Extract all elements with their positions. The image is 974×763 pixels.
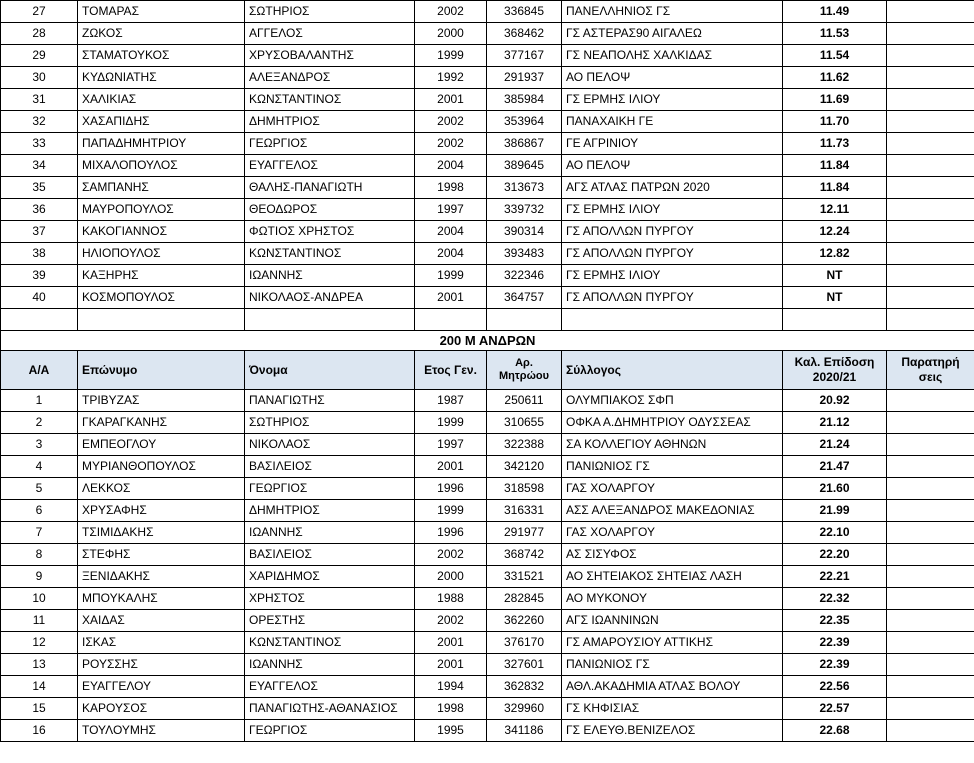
table-row xyxy=(1,177,974,199)
header-notes-line2: σεις xyxy=(918,370,943,384)
cell-year[interactable]: 2000 xyxy=(415,566,487,588)
cell-club[interactable]: ΓΣ ΕΡΜΗΣ ΙΛΙΟΥ xyxy=(562,199,783,221)
cell-aa[interactable]: 10 xyxy=(1,588,78,610)
cell-reg[interactable]: 368462 xyxy=(487,23,562,45)
cell-year[interactable]: 1996 xyxy=(415,522,487,544)
cell-aa[interactable]: 14 xyxy=(1,676,78,698)
cell-club[interactable]: ΣΑ ΚΟΛΛΕΓΙΟΥ ΑΘΗΝΩΝ xyxy=(562,434,783,456)
header-reg-line2: Μητρώου xyxy=(498,370,549,382)
cell-reg[interactable]: 313673 xyxy=(487,177,562,199)
cell-notes[interactable] xyxy=(887,500,974,522)
cell-year[interactable]: 2000 xyxy=(415,23,487,45)
cell-year[interactable]: 2004 xyxy=(415,243,487,265)
column-header-row xyxy=(1,351,974,390)
cell-best-time[interactable]: 11.49 xyxy=(783,1,887,23)
cell-surname[interactable]: ΤΟΥΛΟΥΜΗΣ xyxy=(78,720,245,742)
cell-name[interactable]: ΒΑΣΙΛΕΙΟΣ xyxy=(245,544,415,566)
table-row xyxy=(1,243,974,265)
cell-club[interactable]: ΑΓΣ ΑΤΛΑΣ ΠΑΤΡΩΝ 2020 xyxy=(562,177,783,199)
cell-aa[interactable]: 3 xyxy=(1,434,78,456)
cell-aa[interactable]: 4 xyxy=(1,456,78,478)
cell-surname[interactable]: ΣΤΑΜΑΤΟΥΚΟΣ xyxy=(78,45,245,67)
cell-aa[interactable]: 31 xyxy=(1,89,78,111)
empty-cell[interactable] xyxy=(562,309,783,331)
cell-name[interactable]: ΘΕΟΔΩΡΟΣ xyxy=(245,199,415,221)
cell-year[interactable]: 2002 xyxy=(415,133,487,155)
cell-club[interactable]: ΠΑΝΙΩΝΙΟΣ ΓΣ xyxy=(562,654,783,676)
cell-best-time[interactable]: 22.56 xyxy=(783,676,887,698)
top-results-body xyxy=(1,1,974,309)
cell-year[interactable]: 1997 xyxy=(415,199,487,221)
table-row xyxy=(1,632,974,654)
empty-cell[interactable] xyxy=(78,309,245,331)
table-row xyxy=(1,265,974,287)
cell-reg[interactable]: 318598 xyxy=(487,478,562,500)
cell-notes[interactable] xyxy=(887,588,974,610)
cell-aa[interactable]: 11 xyxy=(1,610,78,632)
table-row xyxy=(1,390,974,412)
cell-surname[interactable]: ΧΑΙΔΑΣ xyxy=(78,610,245,632)
cell-name[interactable]: ΓΕΩΡΓΙΟΣ xyxy=(245,478,415,500)
cell-notes[interactable] xyxy=(887,676,974,698)
cell-year[interactable]: 2004 xyxy=(415,221,487,243)
cell-best-time[interactable]: 21.47 xyxy=(783,456,887,478)
cell-club[interactable]: ΑΣΣ ΑΛΕΞΑΝΔΡΟΣ ΜΑΚΕΔΟΝΙΑΣ xyxy=(562,500,783,522)
table-row xyxy=(1,199,974,221)
header-aa[interactable]: Α/Α xyxy=(1,351,78,390)
cell-reg[interactable]: 385984 xyxy=(487,89,562,111)
cell-best-time[interactable]: 21.24 xyxy=(783,434,887,456)
table-row xyxy=(1,522,974,544)
cell-name[interactable]: ΣΩΤΗΡΙΟΣ xyxy=(245,412,415,434)
cell-reg[interactable]: 310655 xyxy=(487,412,562,434)
cell-best-time[interactable]: 11.54 xyxy=(783,45,887,67)
cell-notes[interactable] xyxy=(887,45,974,67)
cell-best-time[interactable]: 22.57 xyxy=(783,698,887,720)
table-row xyxy=(1,478,974,500)
cell-aa[interactable]: 30 xyxy=(1,67,78,89)
cell-surname[interactable]: ΓΚΑΡΑΓΚΑΝΗΣ xyxy=(78,412,245,434)
cell-notes[interactable] xyxy=(887,1,974,23)
cell-notes[interactable] xyxy=(887,456,974,478)
cell-notes[interactable] xyxy=(887,287,974,309)
cell-best-time[interactable]: 21.60 xyxy=(783,478,887,500)
cell-aa[interactable]: 1 xyxy=(1,390,78,412)
cell-year[interactable]: 1987 xyxy=(415,390,487,412)
cell-club[interactable]: ΓΣ ΝΕΑΠΟΛΗΣ ΧΑΛΚΙΔΑΣ xyxy=(562,45,783,67)
cell-best-time[interactable]: 21.12 xyxy=(783,412,887,434)
cell-notes[interactable] xyxy=(887,199,974,221)
cell-year[interactable]: 1988 xyxy=(415,588,487,610)
empty-cell[interactable] xyxy=(783,309,887,331)
cell-surname[interactable]: ΚΑΚΟΓΙΑΝΝΟΣ xyxy=(78,221,245,243)
cell-best-time[interactable]: 12.11 xyxy=(783,199,887,221)
section-title-row xyxy=(1,331,974,351)
cell-notes[interactable] xyxy=(887,478,974,500)
cell-reg[interactable]: 377167 xyxy=(487,45,562,67)
cell-surname[interactable]: ΚΟΣΜΟΠΟΥΛΟΣ xyxy=(78,287,245,309)
cell-aa[interactable]: 35 xyxy=(1,177,78,199)
table-row xyxy=(1,133,974,155)
cell-surname[interactable]: ΖΩΚΟΣ xyxy=(78,23,245,45)
cell-surname[interactable]: ΚΥΔΩΝΙΑΤΗΣ xyxy=(78,67,245,89)
cell-surname[interactable]: ΜΠΟΥΚΑΛΗΣ xyxy=(78,588,245,610)
table-row xyxy=(1,500,974,522)
cell-year[interactable]: 2002 xyxy=(415,1,487,23)
cell-name[interactable]: ΝΙΚΟΛΑΟΣ xyxy=(245,434,415,456)
empty-cell[interactable] xyxy=(1,309,78,331)
cell-surname[interactable]: ΜΙΧΑΛΟΠΟΥΛΟΣ xyxy=(78,155,245,177)
cell-reg[interactable]: 341186 xyxy=(487,720,562,742)
cell-surname[interactable]: ΞΕΝΙΔΑΚΗΣ xyxy=(78,566,245,588)
cell-reg[interactable]: 386867 xyxy=(487,133,562,155)
cell-best-time[interactable]: 22.10 xyxy=(783,522,887,544)
cell-aa[interactable]: 9 xyxy=(1,566,78,588)
table-row xyxy=(1,23,974,45)
header-notes[interactable] xyxy=(887,351,974,390)
cell-best-time[interactable]: NT xyxy=(783,287,887,309)
cell-reg[interactable]: 322346 xyxy=(487,265,562,287)
header-surname[interactable]: Επώνυμο xyxy=(78,351,245,390)
cell-name[interactable]: ΓΕΩΡΓΙΟΣ xyxy=(245,133,415,155)
cell-year[interactable]: 2001 xyxy=(415,654,487,676)
cell-aa[interactable]: 39 xyxy=(1,265,78,287)
cell-club[interactable]: ΓΕ ΑΓΡΙΝΙΟΥ xyxy=(562,133,783,155)
table-row xyxy=(1,434,974,456)
cell-notes[interactable] xyxy=(887,522,974,544)
table-row xyxy=(1,698,974,720)
table-row xyxy=(1,412,974,434)
cell-reg[interactable]: 389645 xyxy=(487,155,562,177)
cell-aa[interactable]: 13 xyxy=(1,654,78,676)
cell-notes[interactable] xyxy=(887,23,974,45)
cell-aa[interactable]: 12 xyxy=(1,632,78,654)
cell-club[interactable]: ΑΟ ΠΕΛΟΨ xyxy=(562,155,783,177)
cell-club[interactable]: ΑΘΛ.ΑΚΑΔΗΜΙΑ ΑΤΛΑΣ ΒΟΛΟΥ xyxy=(562,676,783,698)
cell-best-time[interactable]: 11.62 xyxy=(783,67,887,89)
cell-surname[interactable]: ΗΛΙΟΠΟΥΛΟΣ xyxy=(78,243,245,265)
cell-aa[interactable]: 8 xyxy=(1,544,78,566)
cell-aa[interactable]: 40 xyxy=(1,287,78,309)
cell-notes[interactable] xyxy=(887,654,974,676)
header-reg[interactable] xyxy=(487,351,562,390)
cell-aa[interactable]: 27 xyxy=(1,1,78,23)
cell-surname[interactable]: ΚΑΞΗΡΗΣ xyxy=(78,265,245,287)
cell-notes[interactable] xyxy=(887,390,974,412)
table-row xyxy=(1,456,974,478)
cell-name[interactable]: ΑΛΕΞΑΝΔΡΟΣ xyxy=(245,67,415,89)
cell-notes[interactable] xyxy=(887,67,974,89)
header-reg-line1: Αρ. xyxy=(515,357,533,369)
cell-notes[interactable] xyxy=(887,632,974,654)
cell-club[interactable]: ΓΑΣ ΧΟΛΑΡΓΟΥ xyxy=(562,522,783,544)
table-row xyxy=(1,566,974,588)
table-row xyxy=(1,111,974,133)
cell-best-time[interactable]: 11.70 xyxy=(783,111,887,133)
cell-year[interactable]: 2001 xyxy=(415,632,487,654)
cell-aa[interactable]: 5 xyxy=(1,478,78,500)
cell-notes[interactable] xyxy=(887,610,974,632)
cell-club[interactable]: ΓΣ ΕΛΕΥΘ.ΒΕΝΙΖΕΛΟΣ xyxy=(562,720,783,742)
cell-surname[interactable]: ΜΑΥΡΟΠΟΥΛΟΣ xyxy=(78,199,245,221)
cell-club[interactable]: ΑΣ ΣΙΣΥΦΟΣ xyxy=(562,544,783,566)
cell-notes[interactable] xyxy=(887,111,974,133)
table-row xyxy=(1,544,974,566)
cell-best-time[interactable]: 22.39 xyxy=(783,654,887,676)
cell-notes[interactable] xyxy=(887,133,974,155)
cell-aa[interactable]: 16 xyxy=(1,720,78,742)
cell-reg[interactable]: 291937 xyxy=(487,67,562,89)
cell-surname[interactable]: ΣΤΕΦΗΣ xyxy=(78,544,245,566)
cell-name[interactable]: ΚΩΝΣΤΑΝΤΙΝΟΣ xyxy=(245,632,415,654)
cell-reg[interactable]: 393483 xyxy=(487,243,562,265)
cell-surname[interactable]: ΣΑΜΠΑΝΗΣ xyxy=(78,177,245,199)
cell-surname[interactable]: ΠΑΠΑΔΗΜΗΤΡΙΟΥ xyxy=(78,133,245,155)
cell-notes[interactable] xyxy=(887,155,974,177)
cell-name[interactable]: ΔΗΜΗΤΡΙΟΣ xyxy=(245,111,415,133)
cell-name[interactable]: ΣΩΤΗΡΙΟΣ xyxy=(245,1,415,23)
cell-best-time[interactable]: 21.99 xyxy=(783,500,887,522)
cell-name[interactable]: ΦΩΤΙΟΣ ΧΡΗΣΤΟΣ xyxy=(245,221,415,243)
empty-cell[interactable] xyxy=(487,309,562,331)
cell-year[interactable]: 1995 xyxy=(415,720,487,742)
cell-club[interactable]: ΓΣ ΑΠΟΛΛΩΝ ΠΥΡΓΟΥ xyxy=(562,287,783,309)
cell-notes[interactable] xyxy=(887,544,974,566)
section-title[interactable]: 200 Μ ΑΝΔΡΩΝ xyxy=(1,331,974,351)
cell-year[interactable]: 2001 xyxy=(415,287,487,309)
header-notes-line1: Παρατηρή xyxy=(901,355,960,369)
cell-name[interactable]: ΠΑΝΑΓΙΩΤΗΣ-ΑΘΑΝΑΣΙΟΣ xyxy=(245,698,415,720)
cell-name[interactable]: ΠΑΝΑΓΙΩΤΗΣ xyxy=(245,390,415,412)
cell-club[interactable]: ΑΟ ΜΥΚΟΝΟΥ xyxy=(562,588,783,610)
cell-notes[interactable] xyxy=(887,177,974,199)
cell-year[interactable]: 2001 xyxy=(415,89,487,111)
cell-year[interactable]: 2002 xyxy=(415,111,487,133)
cell-reg[interactable]: 250611 xyxy=(487,390,562,412)
cell-surname[interactable]: ΚΑΡΟΥΣΟΣ xyxy=(78,698,245,720)
cell-surname[interactable]: ΤΡΙΒΥΖΑΣ xyxy=(78,390,245,412)
cell-club[interactable]: ΓΣ ΑΠΟΛΛΩΝ ΠΥΡΓΟΥ xyxy=(562,243,783,265)
header-best-line1: Καλ. Επίδοση xyxy=(794,355,875,369)
table-row xyxy=(1,610,974,632)
empty-cell[interactable] xyxy=(887,309,974,331)
cell-aa[interactable]: 32 xyxy=(1,111,78,133)
cell-reg[interactable]: 368742 xyxy=(487,544,562,566)
cell-year[interactable]: 2001 xyxy=(415,456,487,478)
cell-best-time[interactable]: 22.20 xyxy=(783,544,887,566)
cell-surname[interactable]: ΤΟΜΑΡΑΣ xyxy=(78,1,245,23)
cell-name[interactable]: ΝΙΚΟΛΑΟΣ-ΑΝΔΡΕΑ xyxy=(245,287,415,309)
cell-year[interactable]: 1999 xyxy=(415,500,487,522)
cell-notes[interactable] xyxy=(887,412,974,434)
cell-club[interactable]: ΟΦΚΑ Α.ΔΗΜΗΤΡΙΟΥ ΟΔΥΣΣΕΑΣ xyxy=(562,412,783,434)
table-row xyxy=(1,654,974,676)
cell-reg[interactable]: 291977 xyxy=(487,522,562,544)
cell-club[interactable]: ΓΣ ΚΗΦΙΣΙΑΣ xyxy=(562,698,783,720)
cell-year[interactable]: 2002 xyxy=(415,610,487,632)
header-club[interactable]: Σύλλογος xyxy=(562,351,783,390)
cell-surname[interactable]: ΕΜΠΕΟΓΛΟΥ xyxy=(78,434,245,456)
cell-year[interactable]: 2002 xyxy=(415,544,487,566)
cell-year[interactable]: 1998 xyxy=(415,177,487,199)
cell-aa[interactable]: 36 xyxy=(1,199,78,221)
cell-club[interactable]: ΓΑΣ ΧΟΛΑΡΓΟΥ xyxy=(562,478,783,500)
cell-name[interactable]: ΑΓΓΕΛΟΣ xyxy=(245,23,415,45)
table-row xyxy=(1,676,974,698)
cell-name[interactable]: ΟΡΕΣΤΗΣ xyxy=(245,610,415,632)
empty-cell[interactable] xyxy=(415,309,487,331)
cell-name[interactable]: ΙΩΑΝΝΗΣ xyxy=(245,522,415,544)
cell-surname[interactable]: ΧΑΛΙΚΙΑΣ xyxy=(78,89,245,111)
cell-name[interactable]: ΙΩΑΝΝΗΣ xyxy=(245,654,415,676)
cell-best-time[interactable]: 12.82 xyxy=(783,243,887,265)
cell-reg[interactable]: 327601 xyxy=(487,654,562,676)
cell-year[interactable]: 1999 xyxy=(415,45,487,67)
cell-aa[interactable]: 37 xyxy=(1,221,78,243)
cell-best-time[interactable]: 11.73 xyxy=(783,133,887,155)
cell-notes[interactable] xyxy=(887,221,974,243)
table-row xyxy=(1,1,974,23)
cell-best-time[interactable]: 20.92 xyxy=(783,390,887,412)
cell-club[interactable]: ΓΣ ΑΠΟΛΛΩΝ ΠΥΡΓΟΥ xyxy=(562,221,783,243)
cell-best-time[interactable]: 11.84 xyxy=(783,177,887,199)
cell-club[interactable]: ΑΟ ΣΗΤΕΙΑΚΟΣ ΣΗΤΕΙΑΣ ΛΑΣΗ xyxy=(562,566,783,588)
cell-reg[interactable]: 353964 xyxy=(487,111,562,133)
cell-best-time[interactable]: 11.84 xyxy=(783,155,887,177)
cell-name[interactable]: ΕΥΑΓΓΕΛΟΣ xyxy=(245,155,415,177)
cell-reg[interactable]: 336845 xyxy=(487,1,562,23)
table-row xyxy=(1,89,974,111)
header-best-line2: 2020/21 xyxy=(812,370,857,384)
cell-name[interactable]: ΧΡΥΣΟΒΑΛΑΝΤΗΣ xyxy=(245,45,415,67)
cell-reg[interactable]: 282845 xyxy=(487,588,562,610)
cell-club[interactable]: ΑΟ ΠΕΛΟΨ xyxy=(562,67,783,89)
cell-name[interactable]: ΒΑΣΙΛΕΙΟΣ xyxy=(245,456,415,478)
cell-surname[interactable]: ΙΣΚΑΣ xyxy=(78,632,245,654)
cell-best-time[interactable]: 22.68 xyxy=(783,720,887,742)
cell-surname[interactable]: ΧΑΣΑΠΙΔΗΣ xyxy=(78,111,245,133)
cell-club[interactable]: ΠΑΝΙΩΝΙΟΣ ΓΣ xyxy=(562,456,783,478)
cell-best-time[interactable]: 22.35 xyxy=(783,610,887,632)
cell-name[interactable]: ΧΡΗΣΤΟΣ xyxy=(245,588,415,610)
bottom-results-body xyxy=(1,390,974,742)
cell-notes[interactable] xyxy=(887,434,974,456)
cell-best-time[interactable]: 22.39 xyxy=(783,632,887,654)
cell-aa[interactable]: 29 xyxy=(1,45,78,67)
cell-aa[interactable]: 2 xyxy=(1,412,78,434)
cell-surname[interactable]: ΕΥΑΓΓΕΛΟΥ xyxy=(78,676,245,698)
cell-club[interactable]: ΑΓΣ ΙΩΑΝΝΙΝΩΝ xyxy=(562,610,783,632)
table-row xyxy=(1,221,974,243)
cell-best-time[interactable]: NT xyxy=(783,265,887,287)
cell-name[interactable]: ΧΑΡΙΔΗΜΟΣ xyxy=(245,566,415,588)
cell-best-time[interactable]: 22.32 xyxy=(783,588,887,610)
cell-name[interactable]: ΙΩΑΝΝΗΣ xyxy=(245,265,415,287)
cell-best-time[interactable]: 12.24 xyxy=(783,221,887,243)
cell-year[interactable]: 1996 xyxy=(415,478,487,500)
cell-surname[interactable]: ΛΕΚΚΟΣ xyxy=(78,478,245,500)
cell-reg[interactable]: 342120 xyxy=(487,456,562,478)
cell-notes[interactable] xyxy=(887,243,974,265)
cell-best-time[interactable]: 22.21 xyxy=(783,566,887,588)
cell-reg[interactable]: 316331 xyxy=(487,500,562,522)
cell-year[interactable]: 1994 xyxy=(415,676,487,698)
cell-aa[interactable]: 28 xyxy=(1,23,78,45)
cell-aa[interactable]: 7 xyxy=(1,522,78,544)
cell-surname[interactable]: ΤΣΙΜΙΔΑΚΗΣ xyxy=(78,522,245,544)
cell-reg[interactable]: 322388 xyxy=(487,434,562,456)
cell-year[interactable]: 1999 xyxy=(415,412,487,434)
header-year[interactable]: Ετος Γεν. xyxy=(415,351,487,390)
cell-aa[interactable]: 34 xyxy=(1,155,78,177)
empty-cell[interactable] xyxy=(245,309,415,331)
cell-club[interactable]: ΓΣ ΕΡΜΗΣ ΙΛΙΟΥ xyxy=(562,89,783,111)
cell-best-time[interactable]: 11.53 xyxy=(783,23,887,45)
table-row xyxy=(1,155,974,177)
cell-notes[interactable] xyxy=(887,566,974,588)
cell-club[interactable]: ΠΑΝΕΛΛΗΝΙΟΣ ΓΣ xyxy=(562,1,783,23)
cell-year[interactable]: 1998 xyxy=(415,698,487,720)
cell-surname[interactable]: ΡΟΥΣΣΗΣ xyxy=(78,654,245,676)
cell-reg[interactable]: 331521 xyxy=(487,566,562,588)
cell-reg[interactable]: 364757 xyxy=(487,287,562,309)
cell-reg[interactable]: 390314 xyxy=(487,221,562,243)
cell-notes[interactable] xyxy=(887,265,974,287)
cell-aa[interactable]: 33 xyxy=(1,133,78,155)
cell-name[interactable]: ΕΥΑΓΓΕΛΟΣ xyxy=(245,676,415,698)
section-header-body xyxy=(1,309,974,390)
cell-notes[interactable] xyxy=(887,89,974,111)
cell-club[interactable]: ΓΣ ΑΜΑΡΟΥΣΙΟΥ ΑΤΤΙΚΗΣ xyxy=(562,632,783,654)
cell-reg[interactable]: 362832 xyxy=(487,676,562,698)
header-name[interactable]: Όνομα xyxy=(245,351,415,390)
cell-club[interactable]: ΠΑΝΑΧΑΙΚΗ ΓΕ xyxy=(562,111,783,133)
cell-name[interactable]: ΘΑΛΗΣ-ΠΑΝΑΓΙΩΤΗ xyxy=(245,177,415,199)
cell-year[interactable]: 2004 xyxy=(415,155,487,177)
table-row xyxy=(1,287,974,309)
cell-surname[interactable]: ΧΡΥΣΑΦΗΣ xyxy=(78,500,245,522)
table-row xyxy=(1,67,974,89)
cell-reg[interactable]: 339732 xyxy=(487,199,562,221)
cell-notes[interactable] xyxy=(887,720,974,742)
cell-club[interactable]: ΓΣ ΕΡΜΗΣ ΙΛΙΟΥ xyxy=(562,265,783,287)
cell-notes[interactable] xyxy=(887,698,974,720)
cell-aa[interactable]: 38 xyxy=(1,243,78,265)
cell-aa[interactable]: 15 xyxy=(1,698,78,720)
cell-name[interactable]: ΚΩΝΣΤΑΝΤΙΝΟΣ xyxy=(245,89,415,111)
table-row xyxy=(1,45,974,67)
cell-reg[interactable]: 329960 xyxy=(487,698,562,720)
cell-reg[interactable]: 376170 xyxy=(487,632,562,654)
cell-reg[interactable]: 362260 xyxy=(487,610,562,632)
cell-name[interactable]: ΚΩΝΣΤΑΝΤΙΝΟΣ xyxy=(245,243,415,265)
cell-best-time[interactable]: 11.69 xyxy=(783,89,887,111)
cell-year[interactable]: 1997 xyxy=(415,434,487,456)
cell-aa[interactable]: 6 xyxy=(1,500,78,522)
table-row xyxy=(1,720,974,742)
cell-club[interactable]: ΟΛΥΜΠΙΑΚΟΣ ΣΦΠ xyxy=(562,390,783,412)
cell-year[interactable]: 1999 xyxy=(415,265,487,287)
cell-club[interactable]: ΓΣ ΑΣΤΕΡΑΣ90 ΑΙΓΑΛΕΩ xyxy=(562,23,783,45)
table-row xyxy=(1,588,974,610)
empty-row xyxy=(1,309,974,331)
cell-name[interactable]: ΓΕΩΡΓΙΟΣ xyxy=(245,720,415,742)
cell-surname[interactable]: ΜΥΡΙΑΝΘΟΠΟΥΛΟΣ xyxy=(78,456,245,478)
cell-name[interactable]: ΔΗΜΗΤΡΙΟΣ xyxy=(245,500,415,522)
header-best[interactable] xyxy=(783,351,887,390)
cell-year[interactable]: 1992 xyxy=(415,67,487,89)
